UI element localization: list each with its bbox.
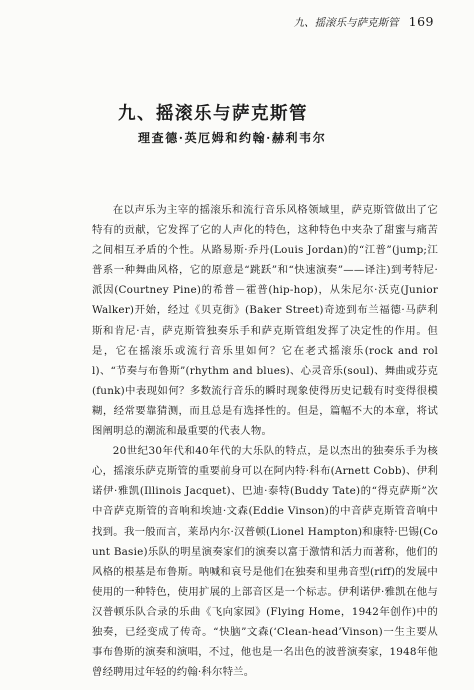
- body-text: [92, 200, 438, 682]
- paragraph: 20世纪30年代和40年代的大乐队的特点，是以杰出的独奏乐手为核心，摇滚乐萨克斯管的重要前身可以在阿内特·科布(Arnett Cobb)、伊利诺伊·雅凯(Illinois Jacquet)、巴迪·泰特(Buddy Tate)的“得克萨斯”次中音萨克斯管的音响和埃迪·文森(Eddie Vinson)的中音萨克斯管音响中找到。我一般而言，莱昂内尔·汉普顿(Lionel Hampton)和康特·巴锡(Count Basie)乐队的明星演奏家们的演奏以富于激情和活力而著称，他们的风格的根基是布鲁斯。呐喊和哀号是他们在独奏和里弗音型(riff)的发展中使用的一种特色，使用扩展的上部音区是一个标志。伊利诺伊·雅凯在他与汉普顿乐队合录的乐曲《飞向家园》(Flying Home，1942年创作)中的独奏，已经变成了传奇。“快脑”文森(‘Clean-head’Vinson)一生主要从事布鲁斯的演奏和演唱，不过，他也是一名出色的波普演奏家，1948年他曾经聘用过年轻的约翰·科尔特兰。: [92, 445, 438, 679]
- chapter-heading: [118, 102, 418, 147]
- chapter-title: 九、摇滚乐与萨克斯管: [118, 104, 308, 124]
- page-number: 169: [408, 14, 434, 29]
- running-title: 九、摇滚乐与萨克斯管: [293, 17, 399, 29]
- running-header: [294, 14, 434, 30]
- paragraph: 在以声乐为主宰的摇滚乐和流行音乐风格领域里，萨克斯管做出了它特有的贡献，它发挥了它的人声化的特色，这种特色中夹杂了甜蜜与痛苦之间相互矛盾的个性。从路易斯·乔丹(Louis Jordan)的“江普”(jump;江普系一种舞曲风格，它的原意是“跳跃”和“快速演奏”——译注)到考特尼·派因(Courtney Pine)的希普－霍普(hip-hop)，从朱尼尔·沃克(Junior Walker)开始，经过《贝克街》(Baker Street)奇迹到布兰福德·马萨利斯和肯尼·吉，萨克斯管独奏乐手和萨克斯管组发挥了决定性的作用。但是，它在摇滚乐或流行音乐里如何？它在老式摇滚乐(rock and roll)、“节奏与布鲁斯”(rhythm and blues)、心灵音乐(soul)、舞曲或芬克(funk)中表现如何？多数流行音乐的瞬时现象使得历史记载有时变得很模糊，经常要靠猜测，而且总是有选择性的。但是，篇幅不大的本章，将试图阐明总的潮流和最重要的代表人物。: [92, 204, 438, 438]
- chapter-authors: 理查德·英厄姆和约翰·赫利韦尔: [138, 131, 327, 145]
